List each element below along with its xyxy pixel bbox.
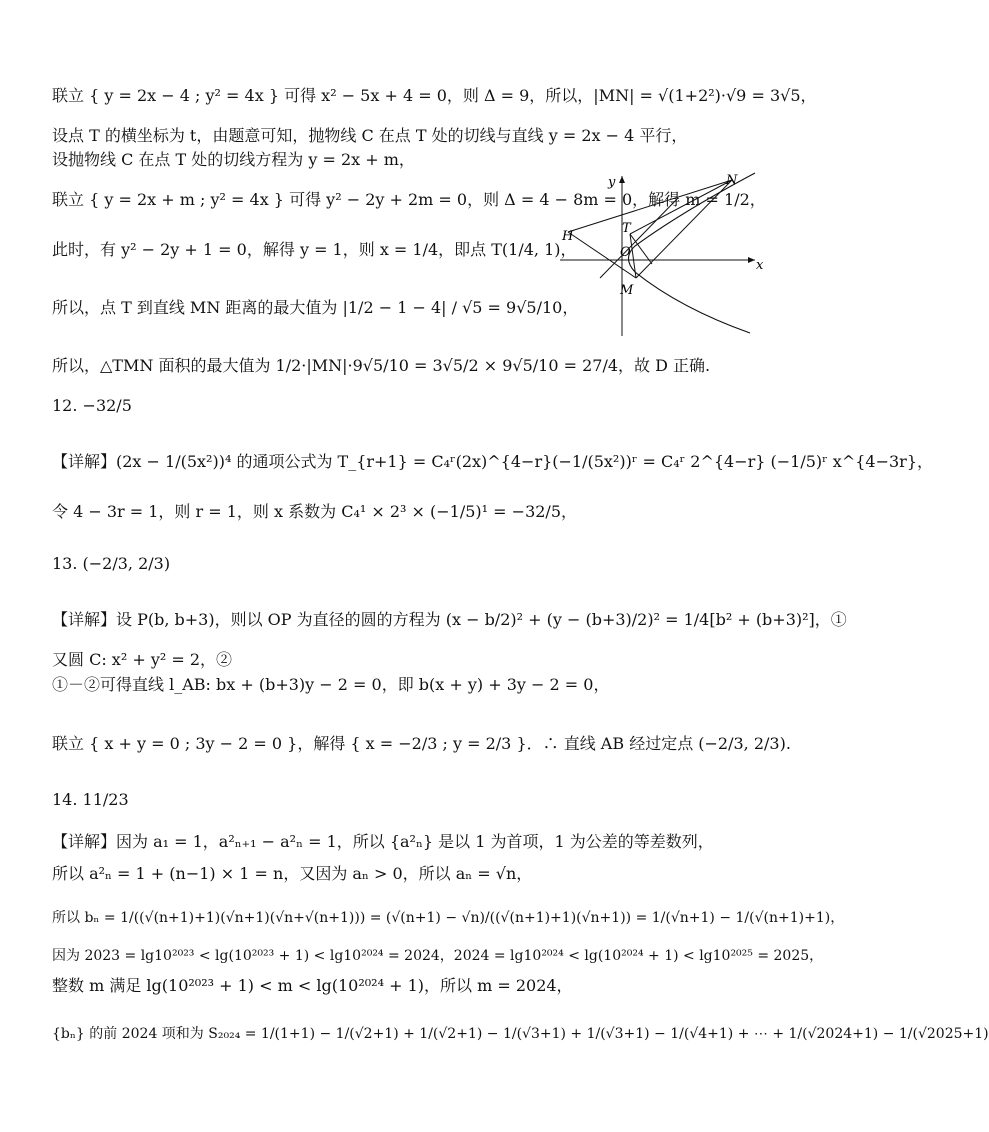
- text-line-9: 令 4 − 3r = 1，则 r = 1，则 x 系数为 C₄¹ × 2³ × (−1/5)¹ = −32/5，: [52, 502, 577, 521]
- parabola-diagram: [560, 168, 770, 338]
- geometry-figure: [560, 168, 770, 338]
- text-line-13: 联立 { x + y = 0 ; 3y − 2 = 0 }，解得 { x = −2/3 ; y = 2/3 }．∴ 直线 AB 经过定点 (−2/3, 2/3).: [52, 734, 791, 753]
- text-line-4: 联立 { y = 2x + m ; y² = 4x } 可得 y² − 2y + 2m = 0，则 Δ = 4 − 8m = 0，解得 m = 1/2，: [52, 190, 766, 209]
- text-line-7: 所以，△TMN 面积的最大值为 1/2·|MN|·9√5/10 = 3√5/2 × 9√5/10 = 27/4，故 D 正确.: [52, 356, 711, 375]
- text-line-6: 所以，点 T 到直线 MN 距离的最大值为 |1/2 − 1 − 4| / √5 = 9√5/10，: [52, 298, 579, 317]
- label-M: M: [620, 283, 634, 298]
- question-13-answer: 13. (−2/3, 2/3): [52, 554, 171, 573]
- text-line-18: 整数 m 满足 lg(10²⁰²³ + 1) < m < lg(10²⁰²⁴ + 1)，所以 m = 2024，: [52, 976, 573, 995]
- text-line-12: ①－②可得直线 l_AB: bx + (b+3)y − 2 = 0，即 b(x + y) + 3y − 2 = 0，: [52, 675, 610, 694]
- text-line-11: 又圆 C: x² + y² = 2，②: [52, 650, 233, 669]
- label-H: H: [562, 229, 574, 244]
- label-T: T: [622, 221, 631, 236]
- text-line-3: 设抛物线 C 在点 T 处的切线方程为 y = 2x + m，: [52, 150, 415, 169]
- text-line-2: 设点 T 的横坐标为 t，由题意可知，抛物线 C 在点 T 处的切线与直线 y = 2x − 4 平行，: [52, 126, 688, 145]
- text-line-8: 【详解】(2x − 1/(5x²))⁴ 的通项公式为 T_{r+1} = C₄ʳ(2x)^{4−r}(−1/(5x²))ʳ = C₄ʳ 2^{4−r} (−1/5)ʳ x^{4−3r}，: [52, 452, 934, 471]
- text-line-14: 【详解】因为 a₁ = 1，a²ₙ₊₁ − a²ₙ = 1，所以 {a²ₙ} 是以 1 为首项，1 为公差的等差数列，: [52, 832, 714, 851]
- question-14-answer: 14. 11/23: [52, 790, 129, 809]
- label-x: x: [756, 258, 764, 273]
- text-line-1: 联立 { y = 2x − 4 ; y² = 4x } 可得 x² − 5x + 4 = 0，则 Δ = 9，所以，|MN| = √(1+2²)·√9 = 3√5，: [52, 86, 817, 105]
- label-y: y: [608, 175, 616, 190]
- y-axis-arrow: [619, 176, 625, 183]
- line-HN: [568, 180, 732, 232]
- text-line-16: 所以 bₙ = 1/((√(n+1)+1)(√n+1)(√n+√(n+1))) = (√(n+1) − √n)/((√(n+1)+1)(√n+1)) = 1/(√n+1) − 1/(√(n+1)+1)，: [52, 910, 845, 926]
- label-N: N: [726, 173, 738, 188]
- text-line-19: {bₙ} 的前 2024 项和为 S₂₀₂₄ = 1/(1+1) − 1/(√2+1) + 1/(√2+1) − 1/(√3+1) + 1/(√3+1) − 1/(√4+1) + ⋯ + 1/(√2024+1) − 1/(√2025+1): [52, 1026, 989, 1042]
- text-line-10: 【详解】设 P(b, b+3)，则以 OP 为直径的圆的方程为 (x − b/2)² + (y − (b+3)/2)² = 1/4[b² + (b+3)²]，①: [52, 610, 847, 629]
- text-line-15: 所以 a²ₙ = 1 + (n−1) × 1 = n，又因为 aₙ > 0，所以 aₙ = √n，: [52, 864, 533, 883]
- text-line-17: 因为 2023 = lg10²⁰²³ < lg(10²⁰²³ + 1) < lg10²⁰²⁴ = 2024，2024 = lg10²⁰²⁴ < lg(10²⁰²⁴ + 1) < lg10²⁰²⁵ = 2025，: [52, 948, 824, 964]
- parabola-curve: [629, 173, 756, 333]
- label-O: O: [620, 245, 631, 260]
- text-line-5: 此时，有 y² − 2y + 1 = 0，解得 y = 1，则 x = 1/4，即点 T(1/4, 1)，: [52, 240, 577, 259]
- question-12-answer: 12. −32/5: [52, 396, 132, 415]
- x-axis-arrow: [748, 257, 755, 263]
